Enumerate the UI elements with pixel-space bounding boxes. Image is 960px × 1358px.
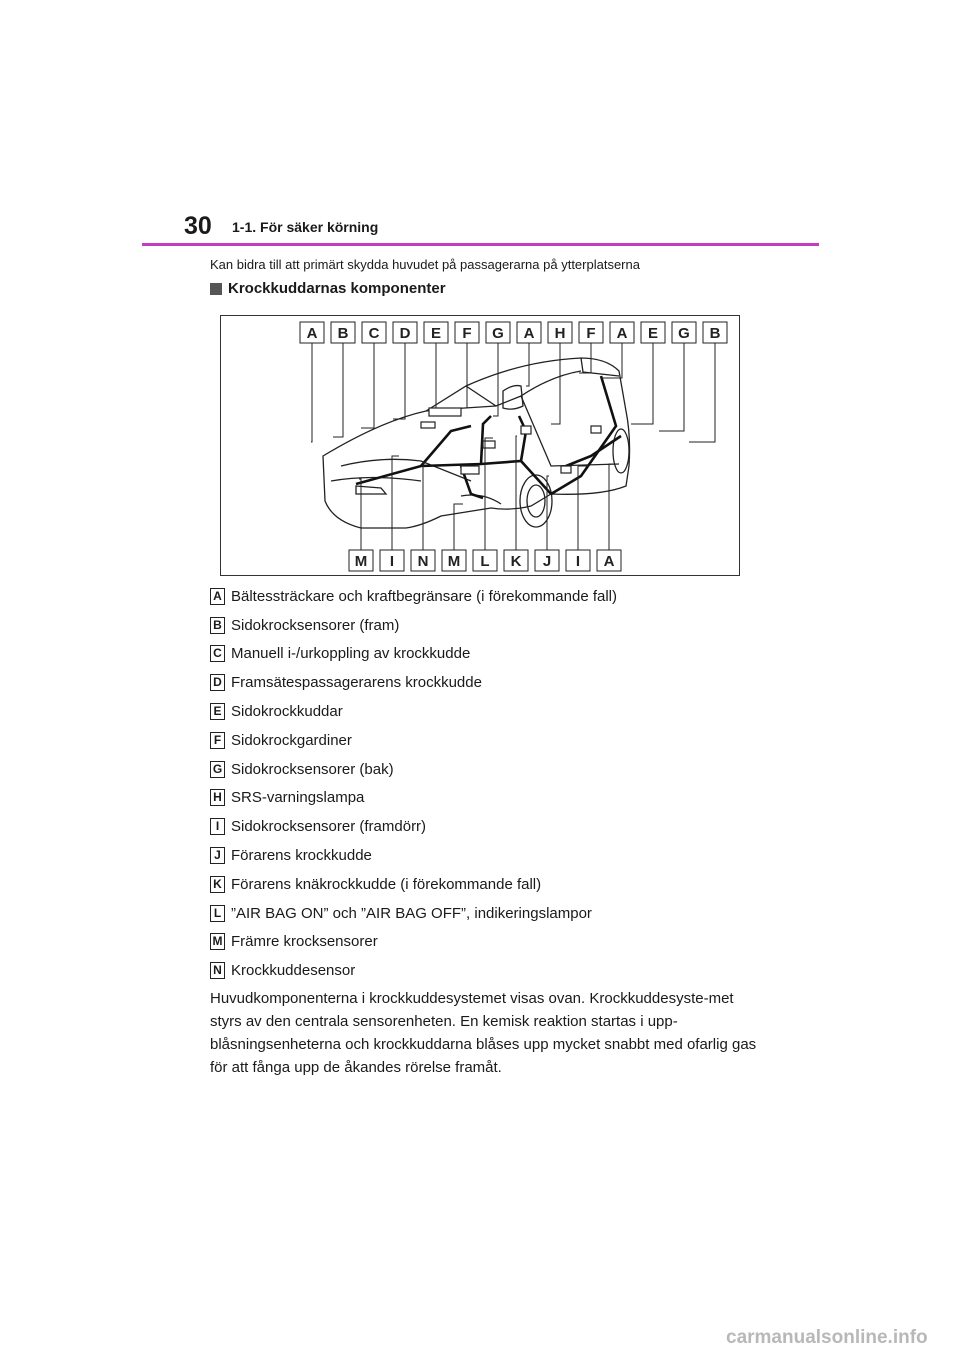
figure-bottom-label	[504, 550, 528, 571]
figure-label-letter: H	[554, 325, 566, 342]
callout-text: Sidokrocksensorer (fram)	[231, 616, 400, 634]
body-text: Huvudkomponenterna i krockkuddesystemet visas ovan. Krockkuddesyste-met styrs av den centrala sensorenheten. En kemisk reaktion startas i upp-blåsningsenheterna och krockkuddarna blåses upp mycket snabbt med ofarlig gas för att fånga upp de åkandes rörelse framåt.	[210, 990, 757, 1076]
airbag-components-figure	[220, 315, 740, 576]
callout-item	[210, 697, 770, 726]
callout-letter-badge: N	[210, 962, 225, 979]
figure-top-label	[362, 322, 386, 343]
leader-line	[433, 343, 436, 408]
callout-item	[210, 668, 770, 697]
figure-bottom-label	[535, 550, 559, 571]
callout-letter-badge: J	[210, 847, 225, 864]
figure-top-label	[579, 322, 603, 343]
leader-line	[551, 343, 560, 424]
figure-top-label	[455, 322, 479, 343]
car-outline	[323, 358, 630, 528]
leader-line	[423, 462, 426, 550]
callout-letter-badge: H	[210, 789, 225, 806]
figure-label-letter: M	[354, 553, 368, 570]
callout-text: SRS-varningslampa	[231, 789, 365, 807]
leader-line	[333, 343, 343, 437]
figure-bottom-label	[566, 550, 590, 571]
car-illustration	[221, 316, 741, 577]
figure-top-label	[548, 322, 572, 343]
callout-item	[210, 784, 770, 813]
callout-letter-badge: E	[210, 703, 225, 720]
figure-label-letter: G	[678, 325, 690, 342]
figure-top-label	[393, 322, 417, 343]
figure-label-letter: F	[586, 325, 596, 342]
callout-text: Sidokrockkuddar	[231, 703, 343, 721]
sub-heading	[210, 280, 446, 297]
figure-label-letter: C	[368, 325, 380, 342]
leader-line	[659, 343, 684, 431]
callout-letter-badge: C	[210, 645, 225, 662]
wiring-harness	[356, 376, 621, 498]
figure-label-letter: A	[523, 325, 535, 342]
figure-top-label	[517, 322, 541, 343]
callout-item	[210, 726, 770, 755]
figure-bottom-label	[411, 550, 435, 571]
figure-top-label	[610, 322, 634, 343]
callout-item	[210, 928, 770, 957]
figure-top-label	[424, 322, 448, 343]
figure-label-letter: D	[399, 325, 411, 342]
leader-line	[526, 343, 529, 386]
callout-item	[210, 956, 770, 985]
callout-letter-badge: B	[210, 617, 225, 634]
callout-item	[210, 812, 770, 841]
figure-bottom-label	[473, 550, 497, 571]
leader-line	[393, 343, 405, 419]
leader-line	[547, 476, 549, 550]
callout-letter-badge: G	[210, 761, 225, 778]
figure-bottom-label	[380, 550, 404, 571]
figure-label-letter: N	[417, 553, 429, 570]
leader-line	[516, 436, 517, 550]
figure-label-letter: J	[542, 553, 552, 570]
figure-label-letter: I	[575, 553, 581, 570]
bottom-callout-labels	[349, 550, 621, 571]
callout-item	[210, 841, 770, 870]
figure-label-letter: E	[430, 325, 442, 342]
intro-text: Kan bidra till att primärt skydda huvudet på passagerarna på ytterplatserna	[210, 257, 640, 272]
figure-top-label	[300, 322, 324, 343]
leader-line	[689, 343, 715, 442]
callout-text: Sidokrocksensorer (bak)	[231, 760, 394, 778]
figure-bottom-label	[442, 550, 466, 571]
leader-line	[578, 466, 589, 550]
callout-text: Sidokrockgardiner	[231, 731, 352, 749]
callout-letter-badge: F	[210, 732, 225, 749]
figure-label-letter: F	[462, 325, 472, 342]
figure-bottom-label	[597, 550, 621, 571]
callout-letter-badge: I	[210, 818, 225, 835]
figure-label-letter: L	[480, 553, 490, 570]
leader-line	[392, 456, 399, 550]
figure-top-label	[486, 322, 510, 343]
leader-lines	[311, 343, 715, 550]
callout-item	[210, 582, 770, 611]
leader-line	[311, 343, 312, 442]
figure-label-letter: M	[447, 553, 461, 570]
callout-letter-badge: L	[210, 905, 225, 922]
figure-label-letter: A	[616, 325, 628, 342]
figure-label-letter: A	[306, 325, 318, 342]
sub-heading-label: Krockkuddarnas komponenter	[228, 280, 446, 297]
callout-text: Bältessträckare och kraftbegränsare (i förekommande fall)	[231, 587, 618, 605]
callout-text: Manuell i-/urkoppling av krockkudde	[231, 645, 471, 663]
callout-text: Förarens knäkrockkudde (i förekommande fall)	[231, 875, 542, 893]
top-callout-labels	[300, 322, 727, 343]
callout-text: ”AIR BAG ON” och ”AIR BAG OFF”, indikeringslampor	[231, 904, 592, 922]
callout-letter-badge: A	[210, 588, 225, 605]
watermark: carmanualsonline.info	[726, 1327, 928, 1348]
callout-text: Sidokrocksensorer (framdörr)	[231, 818, 427, 836]
page-number: 30	[184, 212, 212, 240]
callout-letter-badge: D	[210, 674, 225, 691]
callout-item	[210, 640, 770, 669]
section-title: 1-1. För säker körning	[232, 219, 379, 235]
leader-line	[454, 504, 463, 550]
figure-label-letter: E	[647, 325, 659, 342]
callout-legend	[210, 582, 770, 985]
callout-letter-badge: K	[210, 876, 225, 893]
leader-line	[609, 464, 617, 550]
figure-label-letter: K	[510, 553, 522, 570]
callout-text: Främre krocksensorer	[231, 933, 378, 951]
figure-label-letter: B	[337, 325, 349, 342]
figure-label-letter: B	[709, 325, 721, 342]
callout-text: Framsätespassagerarens krockkudde	[231, 674, 482, 692]
figure-top-label	[641, 322, 665, 343]
leader-line	[461, 343, 467, 408]
leader-line	[631, 343, 653, 424]
callout-letter-badge: M	[210, 933, 225, 950]
figure-label-letter: A	[603, 553, 615, 570]
callout-item	[210, 755, 770, 784]
figure-top-label	[331, 322, 355, 343]
leader-line	[359, 479, 361, 550]
callout-item	[210, 870, 770, 899]
callout-item	[210, 611, 770, 640]
figure-top-label	[672, 322, 696, 343]
figure-bottom-label	[349, 550, 373, 571]
header-rule	[142, 243, 819, 246]
figure-label-letter: I	[389, 553, 395, 570]
leader-line	[485, 438, 493, 550]
leader-line	[361, 343, 374, 428]
square-bullet-icon	[210, 283, 222, 295]
callout-item	[210, 899, 770, 928]
figure-label-letter: G	[492, 325, 504, 342]
callout-text: Förarens krockkudde	[231, 847, 372, 865]
callout-text: Krockkuddesensor	[231, 962, 356, 980]
figure-top-label	[703, 322, 727, 343]
